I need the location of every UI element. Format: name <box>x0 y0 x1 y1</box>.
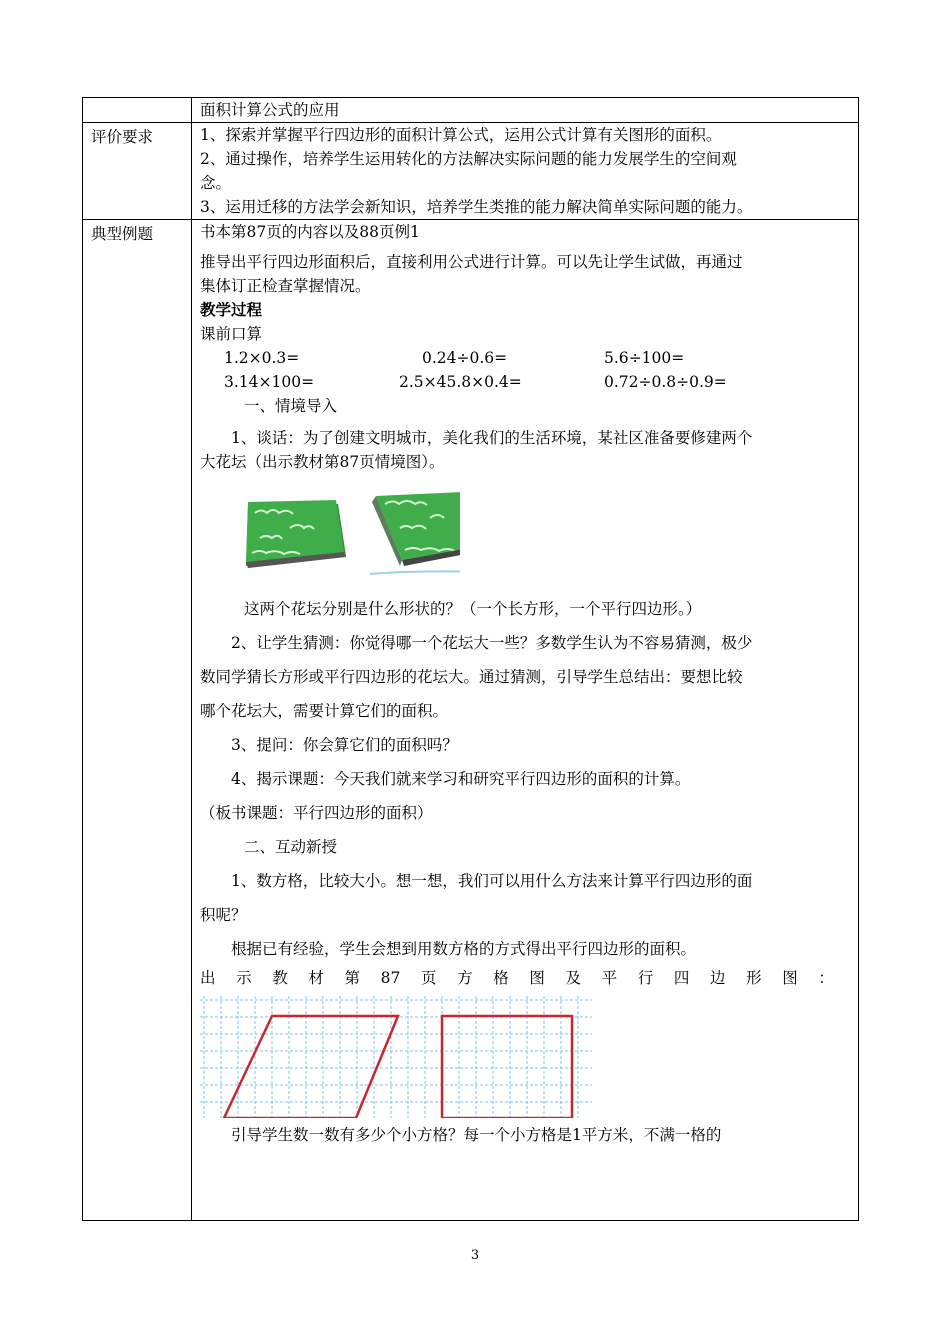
table-row <box>83 220 859 1221</box>
show-grid-line <box>200 966 852 990</box>
ask-line: 3、提问：你会算它们的面积吗？ <box>231 736 458 754</box>
grid-figure <box>200 996 852 1118</box>
oral-item: 0.24÷0.6= <box>422 349 508 367</box>
count-line-1: 1、数方格，比较大小。想一想，我们可以用什么方法来计算平行四边形的面 <box>231 872 753 890</box>
count-line-2: 积呢？ <box>200 906 247 924</box>
page-number: 3 <box>470 1248 480 1263</box>
reveal-line: 4、揭示课题：今天我们就来学习和研究平行四边形的面积的计算。 <box>231 770 691 788</box>
guess-line-1: 2、让学生猜测：你觉得哪一个花坛大一些？多数学生认为不容易猜测，极少 <box>231 634 753 652</box>
char: 行 <box>637 969 654 987</box>
talk-line-2: 大花坛（出示教材第87页情境图）。 <box>200 453 445 471</box>
eval-line-1: 1、探索并掌握平行四边形的面积计算公式，运用公式计算有关图形的面积。 <box>200 126 722 144</box>
eval-line-2: 2、通过操作，培养学生运用转化的方法解决实际问题的能力发展学生的空间观 <box>200 150 737 168</box>
rectangle-flowerbed <box>246 500 346 568</box>
grid-svg <box>200 996 592 1118</box>
question-shape: 这两个花坛分别是什么形状的？（一个长方形，一个平行四边形。） <box>244 600 702 618</box>
char: 图 <box>529 969 545 987</box>
experience-line: 根据已有经验，学生会想到用数方格的方式得出平行四边形的面积。 <box>231 940 697 958</box>
oral-row-2 <box>200 370 852 394</box>
char: 教 <box>272 969 288 987</box>
talk-line-1: 1、谈话：为了创建文明城市，美化我们的生活环境，某社区准备要修建两个 <box>231 429 753 447</box>
flowerbed-illustration <box>200 478 852 586</box>
oral-row-1 <box>200 346 852 370</box>
oral-item: 0.72÷0.8÷0.9= <box>604 373 727 391</box>
guess-line-3: 哪个花坛大，需要计算它们的面积。 <box>200 702 449 720</box>
oral-title: 课前口算 <box>200 325 263 343</box>
oral-item: 5.6÷100= <box>604 349 685 367</box>
guide-line: 引导学生数一数有多少个小方格？每一个小方格是1平方米，不满一格的 <box>231 1126 722 1144</box>
eval-line-4: 3、运用迁移的方法学会新知识，培养学生类推的能力解决简单实际问题的能力。 <box>200 198 753 216</box>
char: 平 <box>601 969 618 987</box>
eval-content <box>192 123 859 220</box>
section-heading-1: 一、情境导入 <box>244 397 338 415</box>
lesson-table <box>82 97 859 1221</box>
rectangle-shape <box>442 1016 572 1118</box>
section-heading-2: 二、互动新授 <box>244 838 338 856</box>
eval-line-3: 念。 <box>200 174 232 192</box>
guess-line-2: 数同学猜长方形或平行四边形的花坛大。通过猜测，引导学生总结出：要想比较 <box>200 668 743 686</box>
book-ref: 书本第87页的内容以及88页例1 <box>200 223 420 241</box>
board-line: （板书课题：平行四边形的面积） <box>200 804 433 822</box>
oral-item: 2.5×45.8×0.4= <box>399 373 522 391</box>
oral-item: 1.2×0.3= <box>224 349 300 367</box>
char: 方 <box>457 969 473 987</box>
char: 格 <box>493 969 509 987</box>
char: 第 <box>344 969 361 987</box>
char: 图 <box>782 969 798 987</box>
intro-line-1: 推导出平行四边形面积后，直接利用公式进行计算。可以先让学生试做，再通过 <box>200 253 743 271</box>
flowerbed-svg <box>200 478 460 582</box>
char: 示 <box>236 969 252 987</box>
intro-line-2: 集体订正检查掌握情况。 <box>200 277 371 295</box>
example-label: 典型例题 <box>83 220 192 1221</box>
char: 及 <box>565 969 581 987</box>
example-content <box>192 220 859 1221</box>
topic-text: 面积计算公式的应用 <box>200 101 340 119</box>
char: 材 <box>308 969 324 987</box>
topic-cell <box>192 98 859 123</box>
char: 页 <box>420 969 437 987</box>
char: 形 <box>746 969 762 987</box>
table-row <box>83 123 859 220</box>
char: 87 <box>380 969 401 987</box>
grid-lines <box>200 996 592 1118</box>
process-title: 教学过程 <box>200 300 263 319</box>
char: 边 <box>709 969 726 987</box>
char: ： <box>818 969 834 987</box>
parallelogram-shape <box>224 1016 398 1118</box>
eval-label: 评价要求 <box>83 123 192 220</box>
table-row <box>83 98 859 123</box>
char: 四 <box>673 969 690 987</box>
empty-label-cell <box>83 98 192 123</box>
oral-item: 3.14×100= <box>224 373 315 391</box>
char: 出 <box>200 969 216 987</box>
